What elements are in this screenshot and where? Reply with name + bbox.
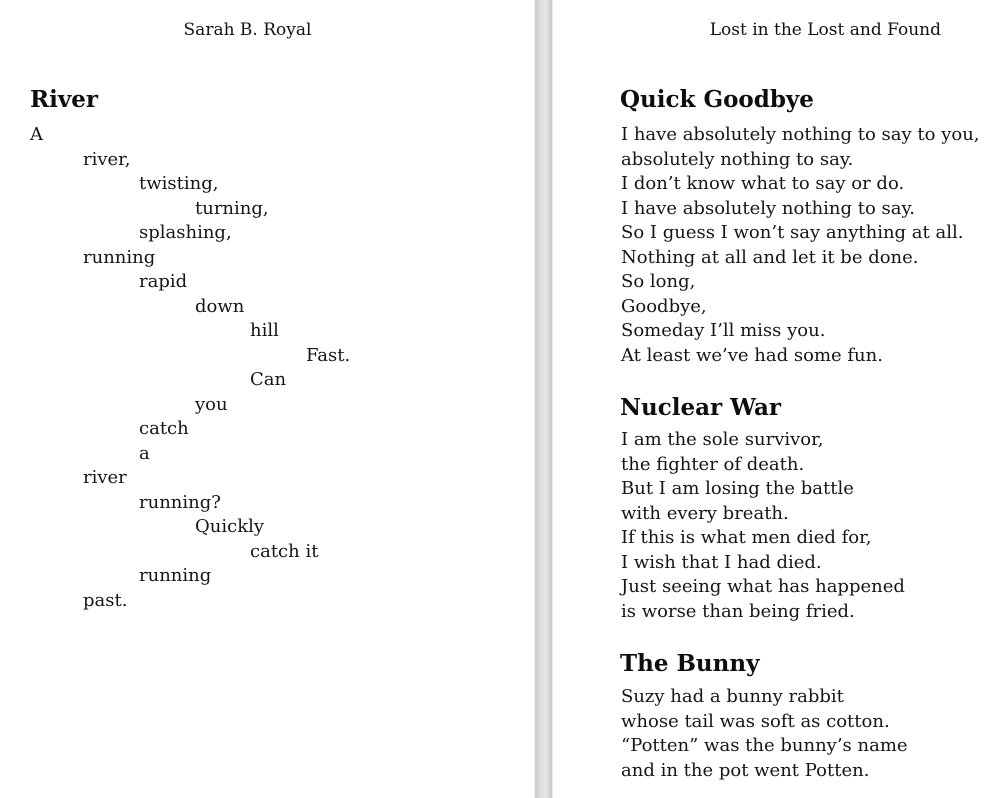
- poem-line: A: [30, 124, 43, 145]
- page-gutter-divider: [534, 0, 553, 798]
- poem-line: At least we’ve had some fun.: [621, 344, 883, 366]
- poem-line: I have absolutely nothing to say.: [621, 197, 916, 219]
- poem-line: is worse than being fried.: [621, 600, 855, 622]
- poem-line: whose tail was soft as cotton.: [621, 710, 890, 732]
- poem-line: So I guess I won’t say anything at all.: [621, 222, 964, 243]
- poem-line: running: [83, 246, 156, 268]
- poem-line: Quickly: [195, 516, 265, 537]
- poem-line: Just seeing what has happened: [621, 576, 905, 597]
- poem-line: “Potten” was the bunny’s name: [621, 735, 908, 756]
- poem-line: and in the pot went Potten.: [621, 759, 870, 781]
- poem-line: I wish that I had died.: [621, 551, 822, 573]
- poem-line: running?: [139, 491, 221, 513]
- poem-line: Suzy had a bunny rabbit: [621, 686, 844, 707]
- poem-nuclear-war: [621, 428, 905, 624]
- poem-line: the fighter of death.: [621, 453, 805, 475]
- poem-line: Nothing at all and let it be done.: [621, 246, 919, 268]
- poem-line: I am the sole survivor,: [621, 429, 824, 450]
- poem-line: catch: [139, 418, 189, 439]
- poem-line: river,: [83, 148, 131, 170]
- poem-line: river: [83, 467, 127, 488]
- poem-line: absolutely nothing to say.: [621, 148, 854, 170]
- poem-title-quick-goodbye: Quick Goodbye: [620, 86, 814, 113]
- poem-title-the-bunny: The Bunny: [620, 650, 760, 677]
- poem-line: hill: [250, 320, 279, 341]
- poem-line: turning,: [195, 197, 269, 219]
- poem-line: Can: [250, 369, 287, 390]
- poem-line: Fast.: [306, 344, 351, 366]
- poem-line: running: [139, 565, 212, 586]
- poem-line: down: [195, 295, 245, 317]
- poem-line: Goodbye,: [621, 295, 707, 317]
- poem-line: a: [139, 442, 150, 464]
- poem-quick-goodbye: [621, 123, 980, 368]
- poem-the-bunny: [621, 685, 908, 783]
- poem-line: twisting,: [139, 173, 219, 194]
- poem-title-nuclear-war: Nuclear War: [620, 394, 781, 421]
- poem-line: splashing,: [139, 222, 232, 243]
- poem-river: [30, 123, 350, 613]
- poem-line: So long,: [621, 271, 696, 292]
- poem-line: But I am losing the battle: [621, 478, 854, 499]
- poem-title-river: River: [30, 86, 98, 113]
- poem-line: rapid: [139, 271, 188, 292]
- poem-line: I don’t know what to say or do.: [621, 173, 905, 194]
- poem-line: you: [195, 393, 228, 415]
- poem-line: I have absolutely nothing to say to you,: [621, 124, 980, 145]
- running-header-book-title: Lost in the Lost and Found: [709, 20, 941, 40]
- running-header-author: Sarah B. Royal: [183, 20, 312, 40]
- poem-line: with every breath.: [621, 502, 789, 524]
- poem-line: Someday I’ll miss you.: [621, 320, 826, 341]
- poem-line: catch it: [250, 540, 319, 562]
- poem-line: If this is what men died for,: [621, 527, 872, 548]
- poem-line: past.: [83, 589, 128, 611]
